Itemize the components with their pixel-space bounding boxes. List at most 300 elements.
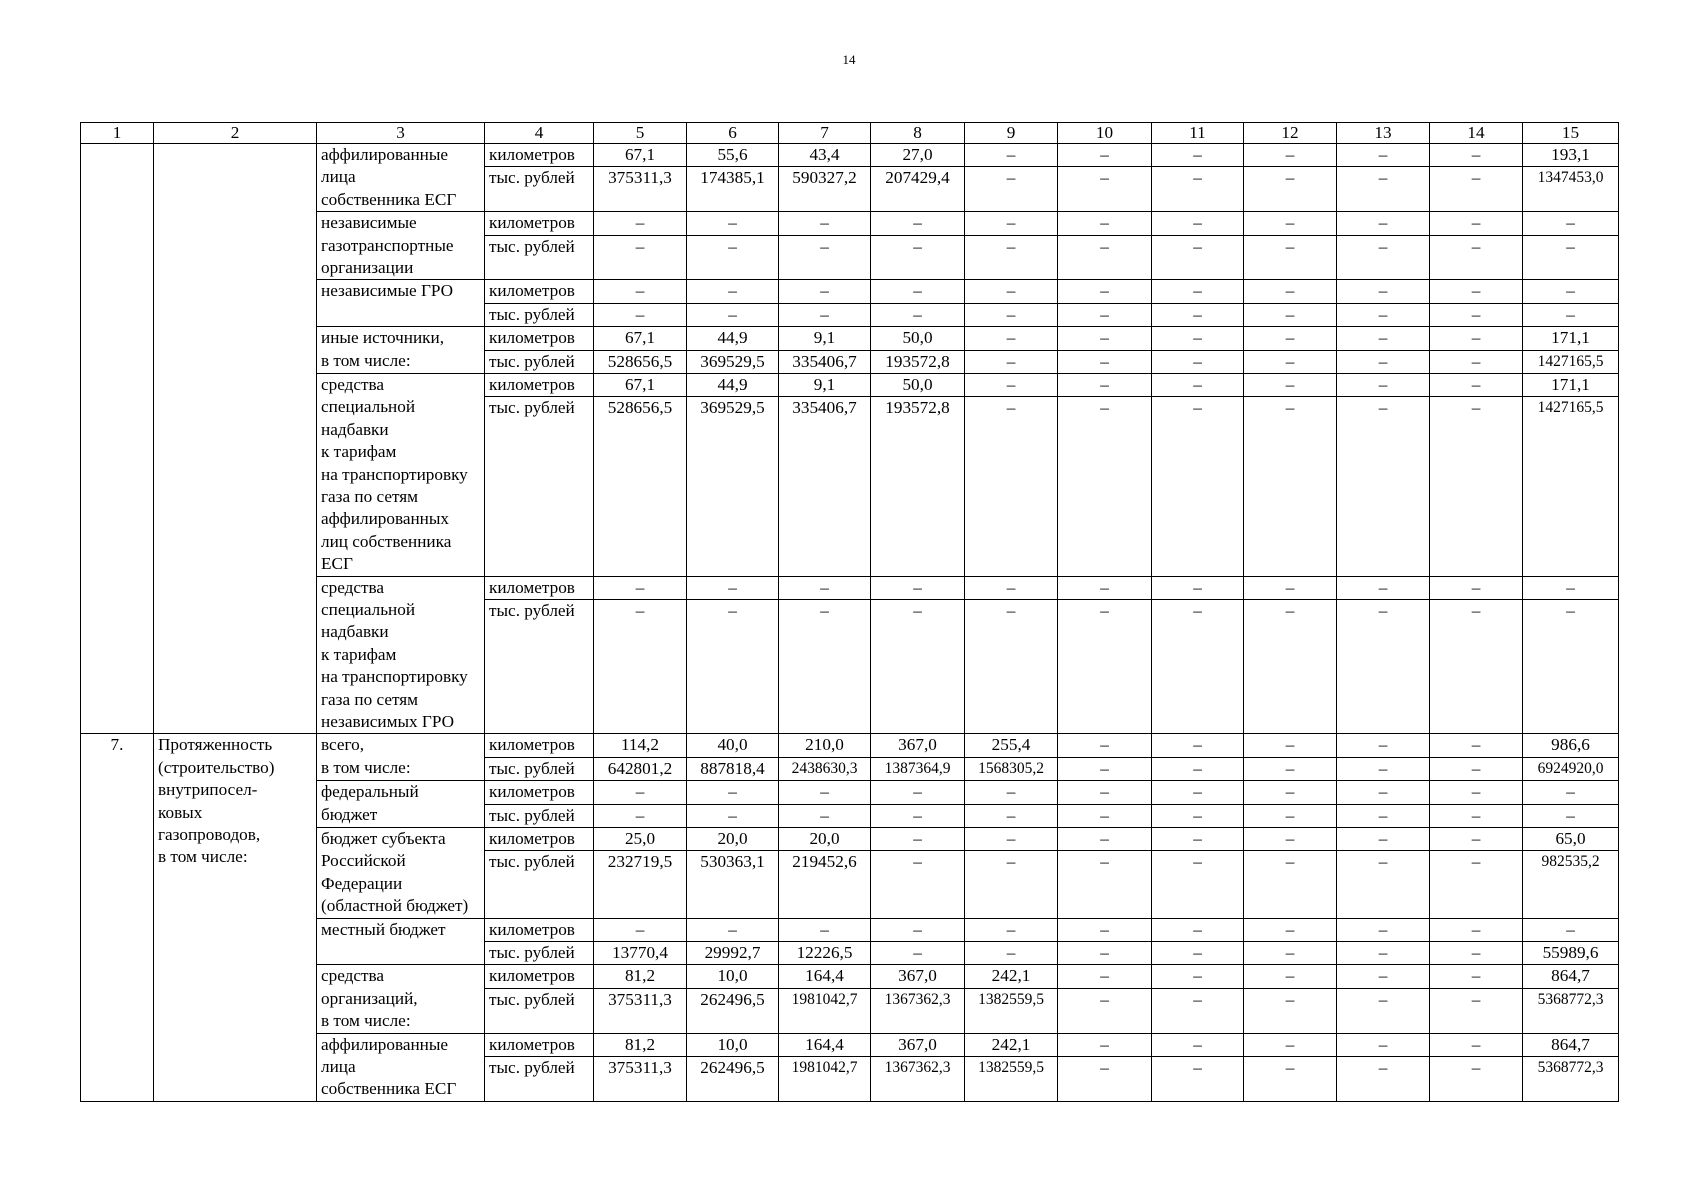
value-cell: 207429,4 xyxy=(871,167,965,212)
value-cell: 65,0 xyxy=(1523,828,1619,851)
column-number: 3 xyxy=(317,123,485,144)
value-cell: 1382559,5 xyxy=(965,1057,1058,1102)
value-cell: – xyxy=(1523,576,1619,599)
value-cell: – xyxy=(1152,303,1244,326)
value-cell: 1427165,5 xyxy=(1523,397,1619,576)
value-cell: – xyxy=(1058,303,1152,326)
value-cell: 50,0 xyxy=(871,327,965,350)
value-cell: – xyxy=(1430,144,1523,167)
funding-source-cell xyxy=(317,576,485,734)
value-cell: – xyxy=(1523,918,1619,941)
value-cell: 193572,8 xyxy=(871,350,965,373)
page-number: 14 xyxy=(842,52,856,67)
value-cell: 10,0 xyxy=(687,1033,779,1056)
value-cell: 367,0 xyxy=(871,1033,965,1056)
value-cell: – xyxy=(965,781,1058,804)
value-cell: – xyxy=(1244,942,1337,965)
value-cell: – xyxy=(1058,804,1152,827)
value-cell: 369529,5 xyxy=(687,397,779,576)
value-cell: 375311,3 xyxy=(594,988,687,1033)
value-cell: – xyxy=(1152,942,1244,965)
value-cell: – xyxy=(1337,804,1430,827)
value-cell: – xyxy=(1244,576,1337,599)
value-cell: – xyxy=(594,235,687,280)
value-cell: 528656,5 xyxy=(594,350,687,373)
value-cell: 864,7 xyxy=(1523,1033,1619,1056)
value-cell: – xyxy=(1337,374,1430,397)
value-cell: – xyxy=(1430,576,1523,599)
value-cell: – xyxy=(1244,734,1337,757)
item-number-cell: 7. xyxy=(81,734,154,1101)
cell-line: средства xyxy=(321,966,385,986)
funding-source-cell xyxy=(317,280,485,327)
value-cell: – xyxy=(1244,327,1337,350)
value-cell: – xyxy=(965,918,1058,941)
value-cell: 1568305,2 xyxy=(965,757,1058,780)
value-cell: 193572,8 xyxy=(871,397,965,576)
column-number: 14 xyxy=(1430,123,1523,144)
value-cell: – xyxy=(1337,965,1430,988)
value-cell: 164,4 xyxy=(779,1033,871,1056)
value-cell: – xyxy=(1337,1033,1430,1056)
value-cell: – xyxy=(1058,734,1152,757)
value-cell: – xyxy=(871,781,965,804)
value-cell: 1427165,5 xyxy=(1523,350,1619,373)
column-number: 12 xyxy=(1244,123,1337,144)
value-cell: – xyxy=(1337,918,1430,941)
column-number: 2 xyxy=(154,123,317,144)
value-cell: 171,1 xyxy=(1523,374,1619,397)
value-cell: – xyxy=(871,804,965,827)
value-cell: – xyxy=(1523,600,1619,734)
value-cell: – xyxy=(1244,965,1337,988)
cell-line: бюджет xyxy=(321,804,378,824)
value-cell: 9,1 xyxy=(779,374,871,397)
value-cell: – xyxy=(1430,965,1523,988)
cell-line: надбавки xyxy=(321,622,389,642)
funding-source-cell xyxy=(317,144,485,212)
value-cell: – xyxy=(594,918,687,941)
value-cell: – xyxy=(1430,374,1523,397)
value-cell: – xyxy=(1430,1033,1523,1056)
value-cell: – xyxy=(1058,781,1152,804)
value-cell: – xyxy=(779,212,871,235)
value-cell: – xyxy=(1523,212,1619,235)
cell-line: собственника ЕСГ xyxy=(321,1079,457,1099)
cell-line: лица xyxy=(321,167,356,187)
cell-line: лиц собственника xyxy=(321,531,452,551)
cell-line: к тарифам xyxy=(321,442,397,462)
value-cell: – xyxy=(1430,167,1523,212)
value-cell: – xyxy=(1152,757,1244,780)
value-cell: 367,0 xyxy=(871,734,965,757)
value-cell: – xyxy=(1337,280,1430,303)
cell-line: к тарифам xyxy=(321,644,397,664)
value-cell: – xyxy=(1152,851,1244,918)
column-number: 9 xyxy=(965,123,1058,144)
value-cell: – xyxy=(1337,327,1430,350)
unit-cell: тыс. рублей xyxy=(485,851,594,918)
value-cell: – xyxy=(594,781,687,804)
value-cell: 219452,6 xyxy=(779,851,871,918)
value-cell: – xyxy=(1523,781,1619,804)
value-cell: 40,0 xyxy=(687,734,779,757)
value-cell: – xyxy=(1244,397,1337,576)
value-cell: – xyxy=(1337,851,1430,918)
value-cell: – xyxy=(1430,804,1523,827)
unit-cell: тыс. рублей xyxy=(485,350,594,373)
column-number: 13 xyxy=(1337,123,1430,144)
value-cell: – xyxy=(1337,828,1430,851)
funding-source-cell xyxy=(317,1033,485,1101)
value-cell: – xyxy=(1337,144,1430,167)
cell-line: бюджет субъекта xyxy=(321,829,446,849)
value-cell: – xyxy=(871,828,965,851)
cell-line: независимые xyxy=(321,213,417,233)
cell-line: лица xyxy=(321,1057,356,1077)
value-cell: – xyxy=(1152,327,1244,350)
unit-cell: тыс. рублей xyxy=(485,235,594,280)
value-cell: – xyxy=(1430,781,1523,804)
value-cell: – xyxy=(1058,212,1152,235)
cell-line: в том числе: xyxy=(158,847,248,867)
unit-cell: километров xyxy=(485,144,594,167)
value-cell: – xyxy=(687,303,779,326)
value-cell: – xyxy=(965,828,1058,851)
value-cell: – xyxy=(871,576,965,599)
cell-line: независимые ГРО xyxy=(321,281,454,301)
value-cell: 262496,5 xyxy=(687,988,779,1033)
value-cell: – xyxy=(1430,600,1523,734)
value-cell: 29992,7 xyxy=(687,942,779,965)
value-cell: – xyxy=(965,350,1058,373)
value-cell: 13770,4 xyxy=(594,942,687,965)
unit-cell: тыс. рублей xyxy=(485,757,594,780)
value-cell: – xyxy=(779,280,871,303)
value-cell: – xyxy=(594,303,687,326)
value-cell: 55,6 xyxy=(687,144,779,167)
value-cell: – xyxy=(871,303,965,326)
value-cell: – xyxy=(1337,942,1430,965)
value-cell: – xyxy=(1430,918,1523,941)
value-cell: – xyxy=(965,942,1058,965)
cell-line: внутрипосел- xyxy=(158,780,258,800)
value-cell: 232719,5 xyxy=(594,851,687,918)
value-cell: – xyxy=(871,600,965,734)
value-cell: – xyxy=(1430,212,1523,235)
value-cell: – xyxy=(779,600,871,734)
value-cell: – xyxy=(1244,1057,1337,1102)
funding-source-cell xyxy=(317,327,485,374)
value-cell: – xyxy=(871,280,965,303)
value-cell: 242,1 xyxy=(965,1033,1058,1056)
value-cell: – xyxy=(871,851,965,918)
value-cell: – xyxy=(687,212,779,235)
unit-cell: тыс. рублей xyxy=(485,303,594,326)
value-cell: 5368772,3 xyxy=(1523,1057,1619,1102)
cell-line: специальной xyxy=(321,397,416,417)
value-cell: 335406,7 xyxy=(779,350,871,373)
value-cell: 6924920,0 xyxy=(1523,757,1619,780)
cell-line: в том числе: xyxy=(321,1011,411,1031)
value-cell: – xyxy=(965,374,1058,397)
value-cell: – xyxy=(965,303,1058,326)
unit-cell: километров xyxy=(485,327,594,350)
value-cell: – xyxy=(1152,804,1244,827)
cell-line: Федерации xyxy=(321,873,403,893)
value-cell: – xyxy=(1337,576,1430,599)
value-cell: – xyxy=(1430,350,1523,373)
unit-cell: тыс. рублей xyxy=(485,942,594,965)
value-cell: – xyxy=(1337,235,1430,280)
value-cell: – xyxy=(779,576,871,599)
value-cell: – xyxy=(1152,600,1244,734)
value-cell: 193,1 xyxy=(1523,144,1619,167)
value-cell: – xyxy=(965,397,1058,576)
value-cell: – xyxy=(965,280,1058,303)
value-cell: – xyxy=(1058,600,1152,734)
value-cell: 210,0 xyxy=(779,734,871,757)
value-cell: – xyxy=(1430,280,1523,303)
value-cell: – xyxy=(687,781,779,804)
value-cell: – xyxy=(965,804,1058,827)
value-cell: – xyxy=(687,280,779,303)
cell-line: ЕСГ xyxy=(321,554,353,574)
value-cell: – xyxy=(965,851,1058,918)
value-cell: – xyxy=(1152,988,1244,1033)
value-cell: – xyxy=(1058,1033,1152,1056)
value-cell: – xyxy=(1244,804,1337,827)
value-cell: – xyxy=(1244,988,1337,1033)
value-cell: – xyxy=(1152,734,1244,757)
value-cell: – xyxy=(965,600,1058,734)
column-number: 6 xyxy=(687,123,779,144)
value-cell: – xyxy=(1430,327,1523,350)
value-cell: – xyxy=(1244,350,1337,373)
value-cell: – xyxy=(779,235,871,280)
cell-line: организаций, xyxy=(321,988,418,1008)
value-cell: – xyxy=(1152,350,1244,373)
value-cell: – xyxy=(1152,144,1244,167)
table-row xyxy=(81,734,1619,757)
funding-source-cell xyxy=(317,734,485,781)
value-cell: 164,4 xyxy=(779,965,871,988)
value-cell: 81,2 xyxy=(594,1033,687,1056)
funding-source-cell xyxy=(317,781,485,828)
column-number-row xyxy=(81,123,1619,144)
value-cell: – xyxy=(1337,167,1430,212)
value-cell: 2438630,3 xyxy=(779,757,871,780)
value-cell: – xyxy=(871,918,965,941)
value-cell: – xyxy=(1152,1057,1244,1102)
value-cell: 530363,1 xyxy=(687,851,779,918)
value-cell: – xyxy=(1430,828,1523,851)
value-cell: – xyxy=(1244,851,1337,918)
value-cell: 982535,2 xyxy=(1523,851,1619,918)
value-cell: 1347453,0 xyxy=(1523,167,1619,212)
value-cell: – xyxy=(1152,918,1244,941)
value-cell: – xyxy=(594,600,687,734)
cell-line: федеральный xyxy=(321,782,419,802)
cell-line: собственника ЕСГ xyxy=(321,189,457,209)
value-cell: – xyxy=(1058,965,1152,988)
cell-line: газа по сетям xyxy=(321,689,419,709)
value-cell: – xyxy=(687,576,779,599)
value-cell: 9,1 xyxy=(779,327,871,350)
value-cell: 375311,3 xyxy=(594,167,687,212)
value-cell: – xyxy=(779,804,871,827)
unit-cell: тыс. рублей xyxy=(485,804,594,827)
value-cell: 864,7 xyxy=(1523,965,1619,988)
value-cell: – xyxy=(1244,167,1337,212)
value-cell: – xyxy=(1430,303,1523,326)
value-cell: – xyxy=(1244,600,1337,734)
value-cell: – xyxy=(1244,374,1337,397)
value-cell: – xyxy=(1337,781,1430,804)
value-cell: – xyxy=(1152,781,1244,804)
value-cell: – xyxy=(1337,350,1430,373)
value-cell: 20,0 xyxy=(779,828,871,851)
value-cell: – xyxy=(687,918,779,941)
value-cell: 25,0 xyxy=(594,828,687,851)
value-cell: 67,1 xyxy=(594,327,687,350)
unit-cell: километров xyxy=(485,918,594,941)
value-cell: – xyxy=(1058,576,1152,599)
cell-line: на транспортировку xyxy=(321,667,468,687)
cell-line: ковых xyxy=(158,802,203,822)
cell-line: (областной бюджет) xyxy=(321,896,469,916)
value-cell: – xyxy=(1152,235,1244,280)
value-cell: – xyxy=(965,327,1058,350)
value-cell: – xyxy=(1152,280,1244,303)
value-cell: 44,9 xyxy=(687,327,779,350)
value-cell: – xyxy=(1337,1057,1430,1102)
value-cell: – xyxy=(1244,828,1337,851)
column-number: 10 xyxy=(1058,123,1152,144)
value-cell: – xyxy=(1058,918,1152,941)
value-cell: – xyxy=(965,235,1058,280)
value-cell: 1981042,7 xyxy=(779,1057,871,1102)
value-cell: – xyxy=(1430,851,1523,918)
value-cell: – xyxy=(1058,757,1152,780)
data-table xyxy=(80,122,1619,1102)
column-number: 8 xyxy=(871,123,965,144)
value-cell: – xyxy=(1244,757,1337,780)
item-name-cell xyxy=(154,734,317,1101)
column-number: 15 xyxy=(1523,123,1619,144)
cell-line: Протяженность xyxy=(158,735,273,755)
value-cell: – xyxy=(1058,942,1152,965)
unit-cell: километров xyxy=(485,576,594,599)
value-cell: – xyxy=(1058,1057,1152,1102)
value-cell: 242,1 xyxy=(965,965,1058,988)
cell-line: специальной xyxy=(321,600,416,620)
value-cell: 50,0 xyxy=(871,374,965,397)
column-number: 5 xyxy=(594,123,687,144)
value-cell: 1367362,3 xyxy=(871,1057,965,1102)
unit-cell: тыс. рублей xyxy=(485,397,594,576)
unit-cell: километров xyxy=(485,965,594,988)
funding-source-cell xyxy=(317,918,485,965)
value-cell: – xyxy=(1337,757,1430,780)
cell-line: аффилированные xyxy=(321,145,449,164)
value-cell: – xyxy=(1058,851,1152,918)
value-cell: – xyxy=(594,576,687,599)
value-cell: – xyxy=(779,781,871,804)
value-cell: – xyxy=(871,212,965,235)
value-cell: 367,0 xyxy=(871,965,965,988)
value-cell: – xyxy=(871,942,965,965)
value-cell: – xyxy=(594,280,687,303)
value-cell: – xyxy=(965,144,1058,167)
value-cell: – xyxy=(1152,167,1244,212)
cell-line: организации xyxy=(321,257,414,277)
column-number: 1 xyxy=(81,123,154,144)
value-cell: 114,2 xyxy=(594,734,687,757)
value-cell: 171,1 xyxy=(1523,327,1619,350)
value-cell: – xyxy=(1244,280,1337,303)
value-cell: – xyxy=(1058,327,1152,350)
unit-cell: тыс. рублей xyxy=(485,600,594,734)
value-cell: 528656,5 xyxy=(594,397,687,576)
cell-line: в том числе: xyxy=(321,350,411,370)
unit-cell: километров xyxy=(485,280,594,303)
value-cell: – xyxy=(1430,988,1523,1033)
value-cell: – xyxy=(687,600,779,734)
value-cell: 27,0 xyxy=(871,144,965,167)
cell-line: на транспортировку xyxy=(321,464,468,484)
item-name-cell xyxy=(154,144,317,734)
value-cell: – xyxy=(965,167,1058,212)
unit-cell: тыс. рублей xyxy=(485,988,594,1033)
cell-line: всего, xyxy=(321,735,364,755)
value-cell: – xyxy=(1430,397,1523,576)
value-cell: – xyxy=(1058,350,1152,373)
value-cell: – xyxy=(1337,600,1430,734)
unit-cell: километров xyxy=(485,374,594,397)
unit-cell: километров xyxy=(485,828,594,851)
column-number: 4 xyxy=(485,123,594,144)
unit-cell: километров xyxy=(485,781,594,804)
value-cell: 986,6 xyxy=(1523,734,1619,757)
value-cell: 642801,2 xyxy=(594,757,687,780)
value-cell: – xyxy=(1337,303,1430,326)
value-cell: 1387364,9 xyxy=(871,757,965,780)
cell-line: аффилированные xyxy=(321,1034,449,1054)
value-cell: – xyxy=(1337,397,1430,576)
value-cell: – xyxy=(965,576,1058,599)
cell-line: независимых ГРО xyxy=(321,711,455,731)
cell-line: Российской xyxy=(321,851,406,871)
value-cell: – xyxy=(1058,235,1152,280)
value-cell: 5368772,3 xyxy=(1523,988,1619,1033)
value-cell: – xyxy=(779,918,871,941)
value-cell: 174385,1 xyxy=(687,167,779,212)
value-cell: – xyxy=(1058,167,1152,212)
value-cell: – xyxy=(1152,397,1244,576)
value-cell: 67,1 xyxy=(594,144,687,167)
value-cell: 887818,4 xyxy=(687,757,779,780)
table-row xyxy=(81,144,1619,167)
funding-source-cell xyxy=(317,965,485,1033)
value-cell: – xyxy=(1244,918,1337,941)
cell-line: в том числе: xyxy=(321,757,411,777)
cell-line: газа по сетям xyxy=(321,486,419,506)
cell-line: (строительство) xyxy=(158,757,275,777)
value-cell: – xyxy=(1152,212,1244,235)
value-cell: 590327,2 xyxy=(779,167,871,212)
value-cell: 255,4 xyxy=(965,734,1058,757)
